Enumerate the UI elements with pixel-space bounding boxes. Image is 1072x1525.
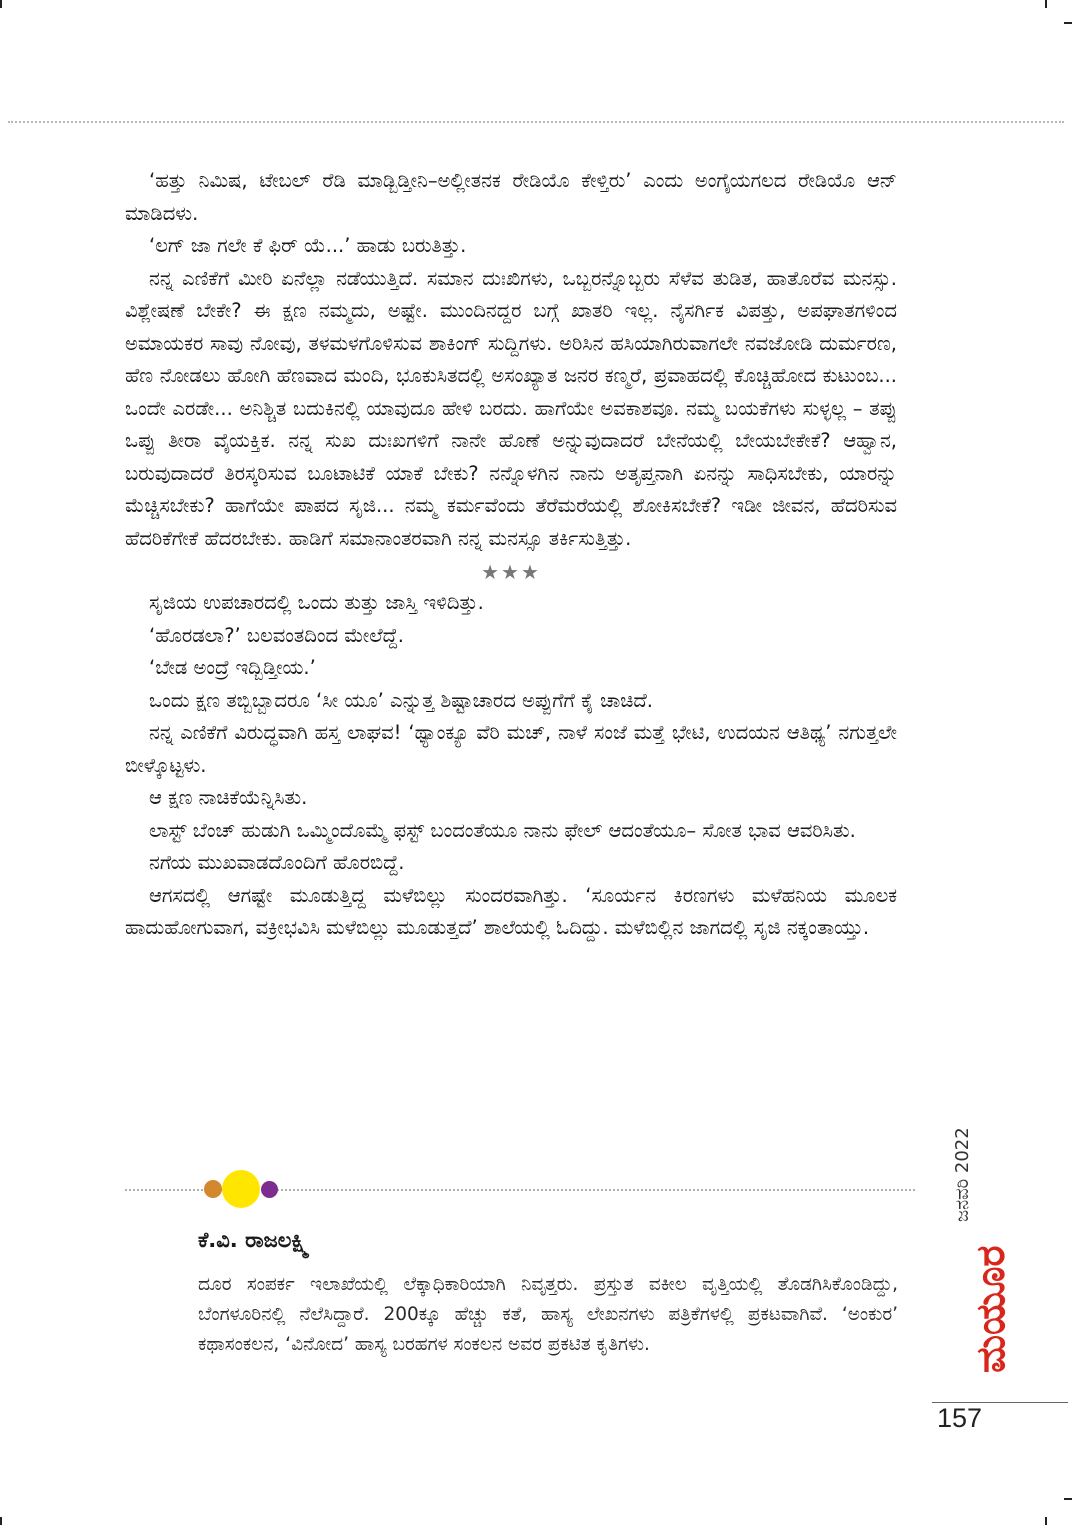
paragraph: ‘ಹೊರಡಲಾ?’ ಬಲವಂತದಿಂದ ಮೇಲೆದ್ದೆ.	[149, 623, 405, 647]
paragraph: ಒಂದು ಕ್ಷಣ ತಬ್ಬಿಬ್ಬಾದರೂ ‘ಸೀ ಯೂ’ ಎನ್ನುತ್ತ ಶಿಷ್ಟಾಚಾರದ ಅಪ್ಪುಗೆಗೆ ಕೈ ಚಾಚಿದೆ.	[149, 688, 653, 712]
crop-mark-top-right	[1045, 0, 1047, 8]
paragraph: ಆ ಕ್ಷಣ ನಾಚಿಕೆಯೆನ್ನಿಸಿತು.	[149, 786, 308, 809]
section-separator: ★★★	[481, 560, 541, 584]
paragraph: ‘ಹತ್ತು ನಿಮಿಷ, ಟೇಬಲ್ ರೆಡಿ ಮಾಡ್ಬಿಡ್ತೀನಿ–ಅಲ್ಲೀತನಕ ರೇಡಿಯೊ ಕೇಳ್ತಿರು’ ಎಂದು ಅಂಗೈಯಗಲದ ರೇಡಿಯೊ ಆನ್ ಮಾಡಿದಳು.	[125, 169, 897, 225]
author-bio: ದೂರ ಸಂಪರ್ಕ ಇಲಾಖೆಯಲ್ಲಿ ಲೆಕ್ಕಾಧಿಕಾರಿಯಾಗಿ ನಿವೃತ್ತರು. ಪ್ರಸ್ತುತ ವಕೀಲ ವೃತ್ತಿಯಲ್ಲಿ ತೊಡಗಿಸಿಕೊಂಡಿದ್ದು, ಬೆಂಗಳೂರಿನಲ್ಲಿ ನೆಲೆಸಿದ್ದಾರೆ. 200ಕ್ಕೂ ಹೆಚ್ಚು ಕತೆ, ಹಾಸ್ಯ ಲೇಖನಗಳು ಪತ್ರಿಕೆಗಳಲ್ಲಿ ಪ್ರಕಟವಾಗಿವೆ. ‘ಅಂಕುರ’ ಕಥಾಸಂಕಲನ, ‘ವಿನೋದ’ ಹಾಸ್ಯ ಬರಹಗಳ ಸಂಕಲನ ಅವರ ಪ್ರಕಟಿತ ಕೃತಿಗಳು.	[198, 1274, 898, 1355]
paragraph: ನನ್ನ ಎಣಿಕೆಗೆ ಮೀರಿ ಏನೆಲ್ಲಾ ನಡೆಯುತ್ತಿದೆ. ಸಮಾನ ದುಃಖಿಗಳು, ಒಬ್ಬರನ್ನೊಬ್ಬರು ಸೆಳೆವ ತುಡಿತ, ಹಾತೊರೆವ ಮನಸ್ಸು. ವಿಶ್ಲೇಷಣೆ ಬೇಕೇ? ಈ ಕ್ಷಣ ನಮ್ಮದು, ಅಷ್ಟೇ. ಮುಂದಿನದ್ದರ ಬಗ್ಗೆ ಖಾತರಿ ಇಲ್ಲ. ನೈಸರ್ಗಿಕ ವಿಪತ್ತು, ಅಪಘಾತಗಳಿಂದ ಅಮಾಯಕರ ಸಾವು ನೋವು, ತಳಮಳಗೊಳಿಸುವ ಶಾಕಿಂಗ್ ಸುದ್ದಿಗಳು. ಅರಿಸಿನ ಹಸಿಯಾಗಿರುವಾಗಲೇ ನವಜೋಡಿ ದುರ್ಮರಣ, ಹೆಣ ನೋಡಲು ಹೋಗಿ ಹೆಣವಾದ ಮಂದಿ, ಭೂಕುಸಿತದಲ್ಲಿ ಅಸಂಖ್ಯಾತ ಜನರ ಕಣ್ಮರೆ, ಪ್ರವಾಹದಲ್ಲಿ ಕೊಚ್ಚಿಹೋದ ಕುಟುಂಬ... ಒಂದೇ ಎರಡೇ... ಅನಿಶ್ಚಿತ ಬದುಕಿನಲ್ಲಿ ಯಾವುದೂ ಹೇಳಿ ಬರದು. ಹಾಗೆಯೇ ಅವಕಾಶವೂ. ನಮ್ಮ ಬಯಕೆಗಳು ಸುಳ್ಳಲ್ಲ – ತಪ್ಪು ಒಪ್ಪು ತೀರಾ ವೈಯಕ್ತಿಕ. ನನ್ನ ಸುಖ ದುಃಖಗಳಿಗೆ ನಾನೇ ಹೊಣೆ ಅನ್ನುವುದಾದರೆ ಬೇನೆಯಲ್ಲಿ ಬೇಯಬೇಕೇಕೆ? ಆಹ್ವಾನ, ಬರುವುದಾದರೆ ತಿರಸ್ಕರಿಸುವ ಬೂಟಾಟಿಕೆ ಯಾಕೆ ಬೇಕು? ನನ್ನೊಳಗಿನ ನಾನು ಅತೃಪ್ತನಾಗಿ ಏನನ್ನು ಸಾಧಿಸಬೇಕು, ಯಾರನ್ನು ಮೆಚ್ಚಿಸಬೇಕು? ಹಾಗೆಯೇ ಪಾಪದ ಸೃಜಿ... ನಮ್ಮ ಕರ್ಮವೆಂದು ತೆರೆಮರೆಯಲ್ಲಿ ಶೋಕಿಸಬೇಕೆ? ಇಡೀ ಜೀವನ, ಹೆದರಿಸುವ ಹೆದರಿಕೆಗೇಕೆ ಹೆದರಬೇಕು. ಹಾಡಿಗೆ ಸಮಾನಾಂತರವಾಗಿ ನನ್ನ ಮನಸ್ಸೂ ತರ್ಕಿಸುತ್ತಿತ್ತು.	[125, 266, 897, 550]
paragraph: ಆಗಸದಲ್ಲಿ ಆಗಷ್ಟೇ ಮೂಡುತ್ತಿದ್ದ ಮಳೆಬಿಲ್ಲು ಸುಂದರವಾಗಿತ್ತು. ‘ಸೂರ್ಯನ ಕಿರಣಗಳು ಮಳೆಹನಿಯ ಮೂಲಕ ಹಾದುಹೋಗುವಾಗ, ವಕ್ರೀಭವಿಸಿ ಮಳೆಬಿಲ್ಲು ಮೂಡುತ್ತದೆ’ ಶಾಲೆಯಲ್ಲಿ ಓದಿದ್ದು. ಮಳೆಬಿಲ್ಲಿನ ಜಾಗದಲ್ಲಿ ಸೃಜಿ ನಕ್ಕಂತಾಯ್ತು.	[125, 883, 897, 939]
yellow-dot-icon	[222, 1170, 260, 1208]
magazine-logo: ಮಯೂರ	[968, 1245, 1014, 1373]
purple-dot-icon	[261, 1181, 278, 1198]
header-dotted-rule	[8, 121, 1064, 123]
crop-mark-right-upper	[1064, 22, 1072, 24]
crop-mark-top-left	[0, 0, 2, 8]
paragraph: ಸೃಜಿಯ ಉಪಚಾರದಲ್ಲಿ ಒಂದು ತುತ್ತು ಜಾಸ್ತಿ ಇಳಿದಿತ್ತು.	[149, 591, 484, 614]
paragraph: ‘ಲಗ್ ಜಾ ಗಲೇ ಕೆ ಫಿರ್ ಯೆ...’ ಹಾಡು ಬರುತಿತ್ತು.	[149, 234, 467, 257]
paragraph: ನನ್ನ ಎಣಿಕೆಗೆ ವಿರುದ್ಧವಾಗಿ ಹಸ್ತ ಲಾಘವ! ‘ಥ್ಯಾಂಕ್ಯೂ ವೆರಿ ಮಚ್, ನಾಳೆ ಸಂಜೆ ಮತ್ತೆ ಭೇಟಿ, ಉದಯನ ಆತಿಥ್ಯ’ ನಗುತ್ತಲೇ ಬೀಳ್ಕೊಟ್ಟಳು.	[125, 721, 897, 777]
crop-mark-bottom-right	[1045, 1517, 1047, 1525]
orange-dot-icon	[204, 1180, 222, 1198]
paragraph: ‘ಬೇಡ ಅಂದ್ರೆ ಇದ್ಬಿಡ್ತೀಯ.’	[149, 656, 316, 679]
issue-date: ಜನವರಿ 2022	[952, 1127, 973, 1222]
paragraph: ಲಾಸ್ಟ್ ಬೆಂಚ್ ಹುಡುಗಿ ಒಮ್ಮಿಂದೊಮ್ಮೆ ಫಸ್ಟ್ ಬಂದಂತೆಯೂ ನಾನು ಫೇಲ್ ಆದಂತೆಯೂ– ಸೋತ ಭಾವ ಆವರಿಸಿತು.	[149, 818, 856, 842]
crop-mark-bottom-left	[0, 1517, 2, 1525]
paragraph: ನಗೆಯ ಮುಖವಾಡದೊಂದಿಗೆ ಹೊರಬಿದ್ದೆ.	[149, 851, 405, 874]
page-number: 157	[937, 1403, 983, 1433]
article-body	[125, 165, 897, 945]
author-name: ಕೆ.ವಿ. ರಾಜಲಕ್ಷ್ಮಿ	[198, 1228, 310, 1252]
crop-mark-right-lower	[1064, 1498, 1072, 1500]
